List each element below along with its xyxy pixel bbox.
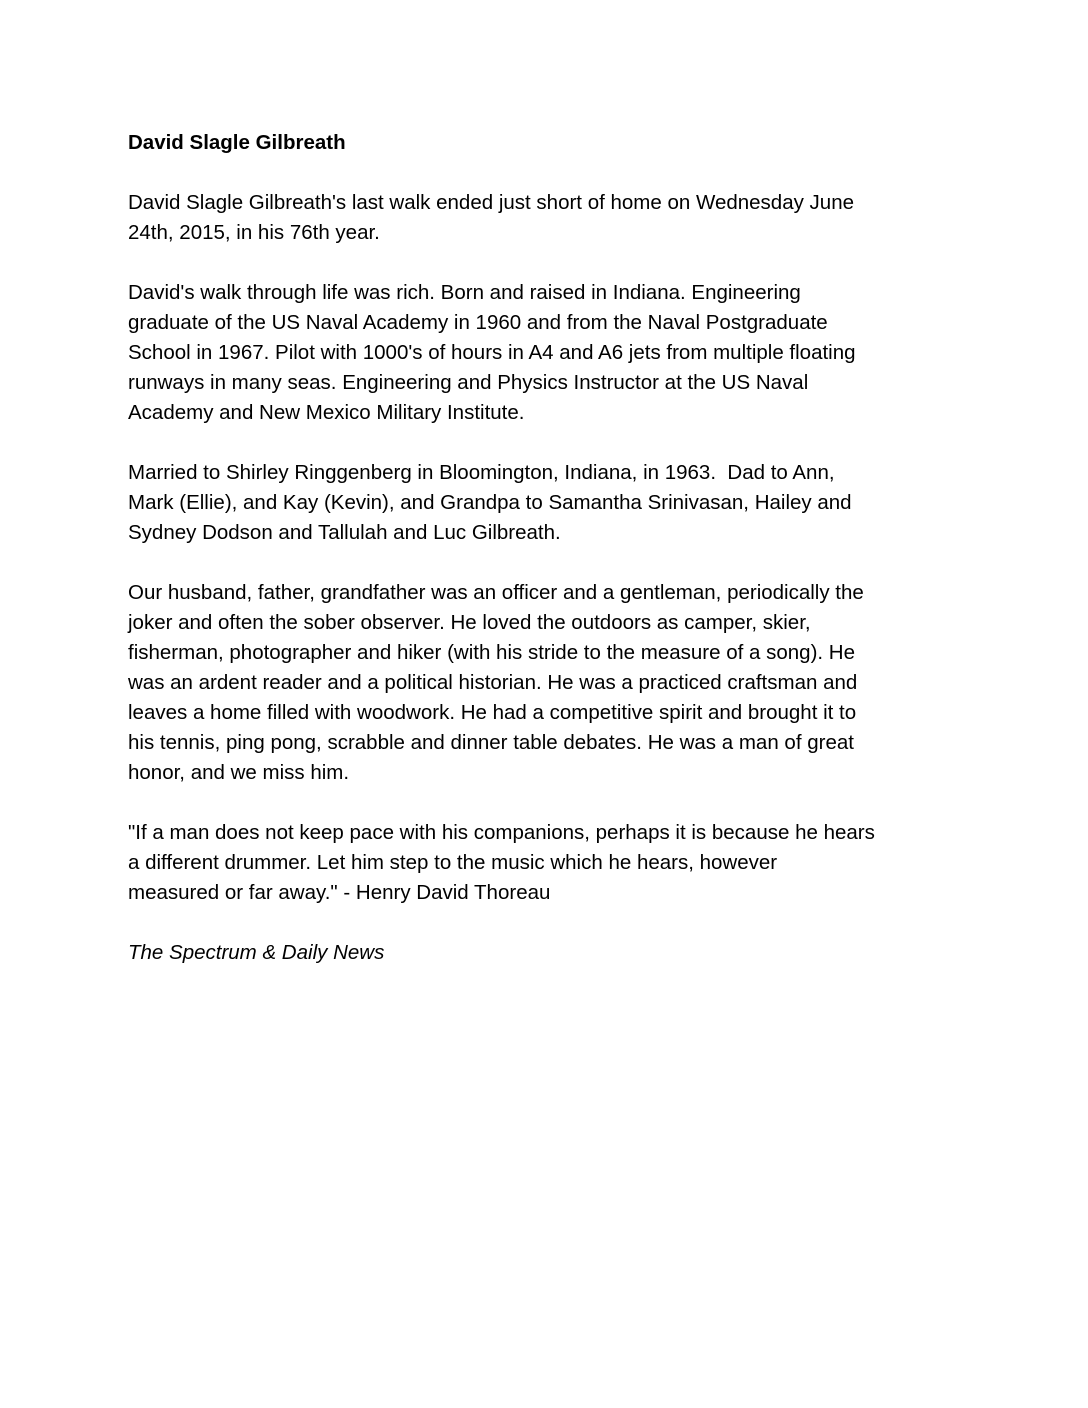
text-line: was an ardent reader and a political historian. He was a practiced craftsman and (128, 671, 858, 694)
text-line: David Slagle Gilbreath's last walk ended just short of home on Wednesday June (128, 191, 854, 214)
text-line: joker and often the sober observer. He loved the outdoors as camper, skier, (128, 611, 811, 634)
text-line: fisherman, photographer and hiker (with his stride to the measure of a song). He (128, 641, 855, 664)
publication-source: The Spectrum & Daily News (128, 941, 385, 964)
text-line: honor, and we miss him. (128, 761, 350, 784)
text-line: Sydney Dodson and Tallulah and Luc Gilbreath. (128, 521, 561, 544)
text-line: a different drummer. Let him step to the music which he hears, however (128, 851, 778, 874)
paragraph-death-notice (128, 188, 964, 248)
paragraph-life-career (128, 278, 964, 428)
text-line: graduate of the US Naval Academy in 1960 and from the Naval Postgraduate (128, 311, 828, 334)
obituary-title: David Slagle Gilbreath (128, 131, 346, 154)
text-line: Our husband, father, grandfather was an officer and a gentleman, periodically the (128, 581, 864, 604)
text-line: runways in many seas. Engineering and Physics Instructor at the US Naval (128, 371, 809, 394)
text-line: Married to Shirley Ringgenberg in Bloomington, Indiana, in 1963. Dad to Ann, (128, 461, 835, 484)
paragraph-family (128, 458, 964, 548)
text-line: David's walk through life was rich. Born and raised in Indiana. Engineering (128, 281, 801, 304)
obituary-body (128, 128, 964, 968)
paragraph-quote (128, 818, 964, 908)
text-line: leaves a home filled with woodwork. He had a competitive spirit and brought it to (128, 701, 857, 724)
text-line: Academy and New Mexico Military Institute. (128, 401, 525, 424)
text-line: "If a man does not keep pace with his companions, perhaps it is because he hears (128, 821, 875, 844)
text-line: Mark (Ellie), and Kay (Kevin), and Grandpa to Samantha Srinivasan, Hailey and (128, 491, 852, 514)
text-line: 24th, 2015, in his 76th year. (128, 221, 380, 244)
paragraph-character (128, 578, 964, 788)
text-line: measured or far away." - Henry David Thoreau (128, 881, 551, 904)
text-line: his tennis, ping pong, scrabble and dinner table debates. He was a man of great (128, 731, 854, 754)
text-line: School in 1967. Pilot with 1000's of hours in A4 and A6 jets from multiple floating (128, 341, 856, 364)
